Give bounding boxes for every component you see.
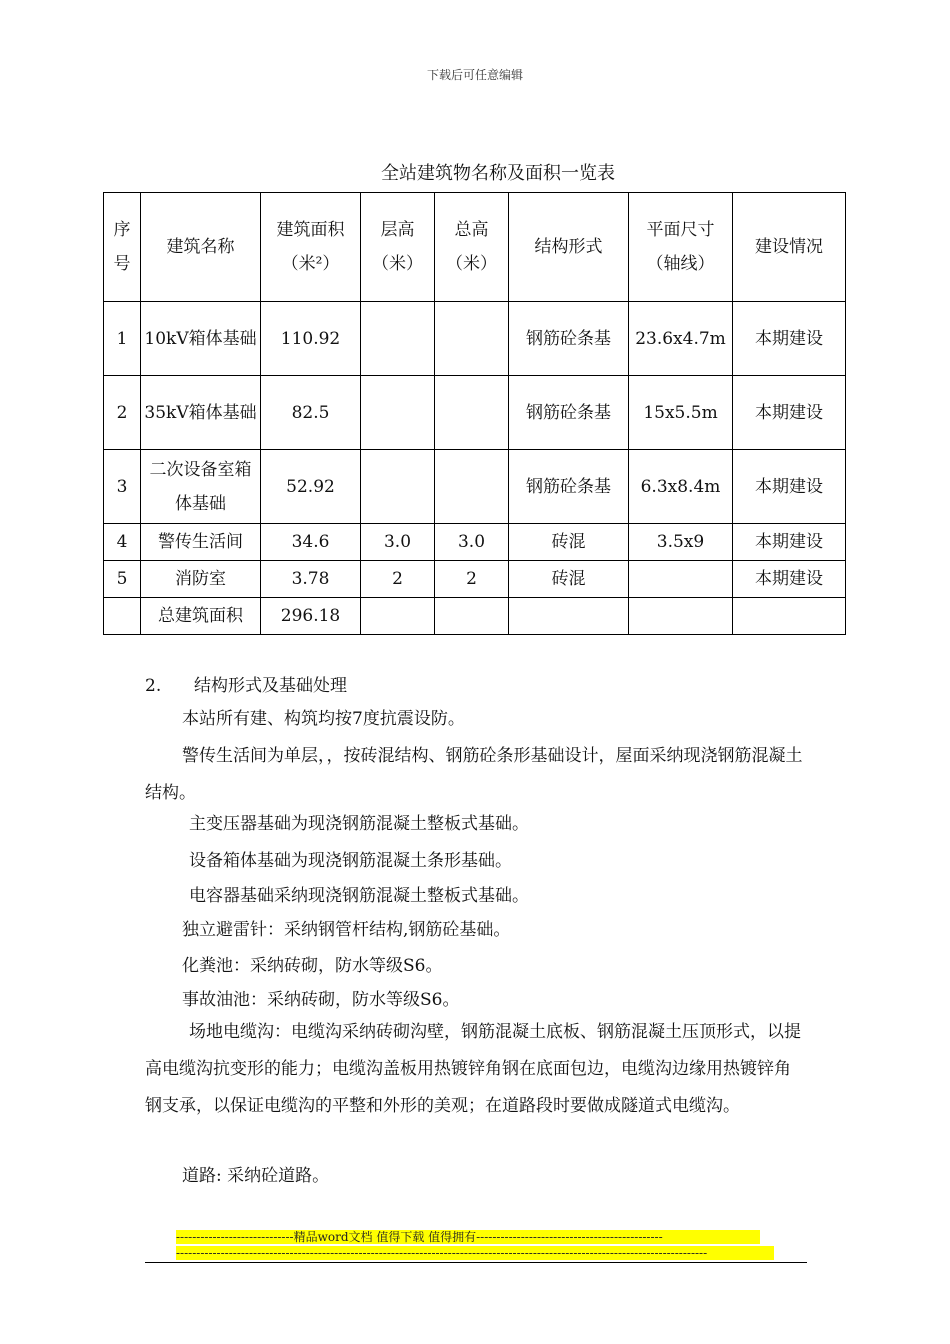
table-title: 全站建筑物名称及面积一览表 [381,163,615,184]
paragraph: 化粪池：采纳砖砌，防水等级S6。 [182,956,443,976]
building-area-table [103,192,846,635]
table-cell: 34.6 [261,524,361,561]
section-heading [145,671,347,696]
table-cell [509,598,629,635]
table-cell: 296.18 [261,598,361,635]
table-cell: 砖混 [509,561,629,598]
table-cell [629,598,733,635]
table-cell: 本期建设 [733,450,846,524]
header-cell: 建筑面积（米²） [261,193,361,302]
header-cell: 层高（米） [361,193,435,302]
table-row [104,376,846,450]
header-cell: 建设情况 [733,193,846,302]
table-cell: 2 [104,376,141,450]
table-cell: 警传生活间 [141,524,261,561]
table-cell: 3.0 [361,524,435,561]
paragraph: 事故油池：采纳砖砌，防水等级S6。 [182,990,460,1010]
paragraph: 道路: 采纳砼道路。 [182,1166,330,1186]
paragraph: 警传生活间为单层，，按砖混结构、钢筋砼条形基础设计，屋面采纳现浇钢筋混凝土结构。 [145,746,803,803]
table-cell [104,598,141,635]
table-cell: 消防室 [141,561,261,598]
table-cell: 6.3x8.4m [629,450,733,524]
header-note: 下载后可任意编辑 [426,68,523,82]
table-cell: 2 [361,561,435,598]
table-cell: 本期建设 [733,302,846,376]
table-row [104,302,846,376]
table-cell: 钢筋砼条基 [509,376,629,450]
table-cell: 本期建设 [733,524,846,561]
paragraph: 本站所有建、构筑均按7度抗震设防。 [182,709,465,729]
table-cell: 钢筋砼条基 [509,302,629,376]
table-cell: 3 [104,450,141,524]
table-cell [361,376,435,450]
table-row [104,561,846,598]
footer-rule [145,1262,807,1263]
table-total-row [104,598,846,635]
header-cell: 平面尺寸（轴线） [629,193,733,302]
footer-dashes: ----------------------------------------------------------------------------------------------------------------------------------- [176,1246,774,1260]
table-cell: 1 [104,302,141,376]
table-cell [361,302,435,376]
paragraph: 场地电缆沟：电缆沟采纳砖砌沟壁，钢筋混凝土底板、钢筋混凝土压顶形式，以提高电缆沟抗变形的能力；电缆沟盖板用热镀锌角钢在底面包边，电缆沟边缘用热镀锌角钢支承，以保证电缆沟的平整和外形的美观；在道路段时要做成隧道式电缆沟。 [145,1022,801,1116]
table-cell: 35kV箱体基础 [141,376,261,450]
table-cell: 23.6x4.7m [629,302,733,376]
table-row [104,524,846,561]
table-cell: 52.92 [261,450,361,524]
table-cell: 二次设备室箱体基础 [141,450,261,524]
paragraph: 设备箱体基础为现浇钢筋混凝土条形基础。 [189,851,512,871]
section-number: 2. [145,676,162,696]
footer-banner: -----------------------------精品word文档 值得下载 值得拥有---------------------------------------------- [176,1230,760,1244]
table-cell: 本期建设 [733,561,846,598]
table-cell [435,376,509,450]
table-cell [435,450,509,524]
table-cell: 总建筑面积 [141,598,261,635]
table-cell [435,302,509,376]
paragraph: 主变压器基础为现浇钢筋混凝土整板式基础。 [189,814,529,834]
table-cell: 3.5x9 [629,524,733,561]
table-cell: 82.5 [261,376,361,450]
table-cell: 5 [104,561,141,598]
table-cell: 砖混 [509,524,629,561]
table-cell [361,450,435,524]
table-cell: 3.0 [435,524,509,561]
header-cell: 结构形式 [509,193,629,302]
table-cell: 10kV箱体基础 [141,302,261,376]
table-cell: 本期建设 [733,376,846,450]
table-cell [435,598,509,635]
table-header-row [104,193,846,302]
table-cell: 15x5.5m [629,376,733,450]
table-cell: 2 [435,561,509,598]
table-cell: 钢筋砼条基 [509,450,629,524]
table-cell [733,598,846,635]
paragraph: 电容器基础采纳现浇钢筋混凝土整板式基础。 [189,886,529,906]
section-title: 结构形式及基础处理 [194,676,348,696]
header-cell: 序号 [104,193,141,302]
table-cell: 4 [104,524,141,561]
table-cell [629,561,733,598]
header-cell: 建筑名称 [141,193,261,302]
table-cell: 110.92 [261,302,361,376]
table-cell: 3.78 [261,561,361,598]
header-cell: 总高（米） [435,193,509,302]
paragraph: 独立避雷针：采纳钢管杆结构,钢筋砼基础。 [182,920,511,940]
table-cell [361,598,435,635]
table-row [104,450,846,524]
